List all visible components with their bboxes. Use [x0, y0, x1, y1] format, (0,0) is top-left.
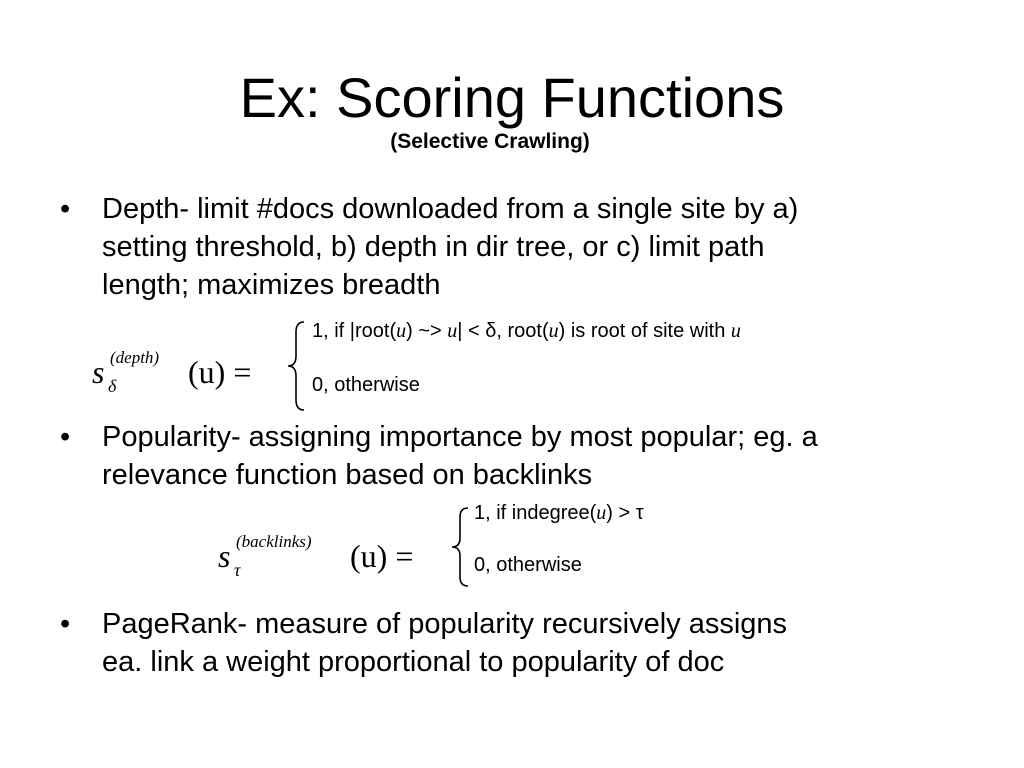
formula-subscript: τ — [234, 560, 241, 580]
formula-superscript: (backlinks) — [236, 532, 312, 551]
formula-case-2: 0, otherwise — [474, 554, 582, 576]
formula-depth — [92, 318, 892, 418]
formula-case-1: 1, if indegree(u) > τ — [474, 502, 644, 524]
bullet-line: relevance function based on backlinks — [102, 459, 593, 491]
bullet-line: ea. link a weight proportional to popularity of doc — [102, 646, 725, 678]
formula-superscript: (depth) — [110, 348, 160, 367]
bullet-line: setting threshold, b) depth in dir tree, or c) limit path — [102, 231, 765, 263]
bullet-marker: • — [60, 421, 71, 453]
bullet-marker: • — [60, 608, 71, 640]
formula-backlinks — [218, 500, 818, 592]
slide-subtitle: (Selective Crawling) — [390, 130, 590, 153]
slide-title: Ex: Scoring Functions — [239, 66, 785, 129]
formula-symbol: s — [218, 538, 231, 574]
bullet-marker: • — [60, 193, 71, 225]
bullet-line: Depth- limit #docs downloaded from a single site by a) — [102, 193, 799, 225]
bullet-text — [102, 605, 962, 681]
bullet-line: PageRank- measure of popularity recursively assigns — [102, 608, 788, 640]
formula-subscript: δ — [108, 376, 117, 396]
left-brace-icon — [284, 318, 308, 414]
formula-symbol: s — [92, 354, 105, 390]
formula-case-2: 0, otherwise — [312, 374, 420, 396]
formula-argument: (u) = — [188, 354, 252, 390]
bullet-line: length; maximizes breadth — [102, 269, 441, 301]
bullet-line: Popularity- assigning importance by most popular; eg. a — [102, 421, 818, 453]
formula-argument: (u) = — [350, 538, 414, 574]
bullet-text — [102, 418, 962, 494]
bullet-text — [102, 190, 962, 304]
left-brace-icon — [448, 504, 472, 590]
formula-case-1: 1, if |root(u) ~> u| < δ, root(u) is root of site with u — [312, 320, 741, 342]
